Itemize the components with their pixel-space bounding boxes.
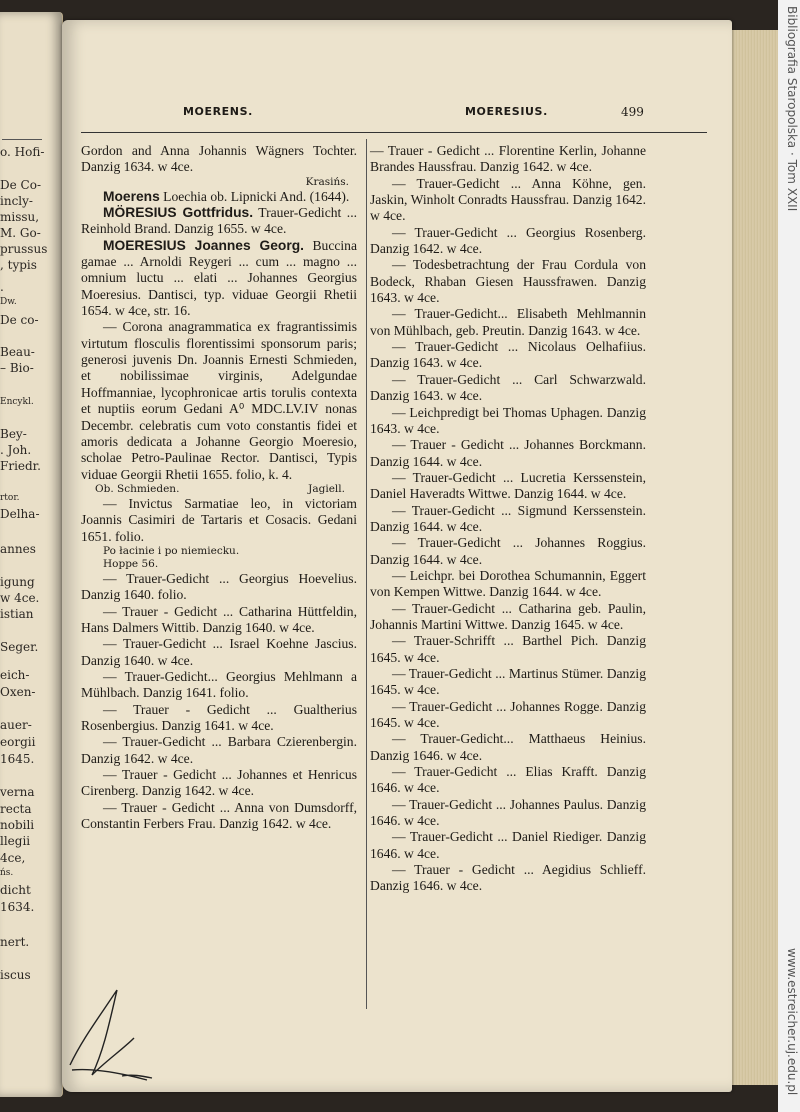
entry-text: — Trauer-Gedicht... Matthaeus Heinius. Danzig 1646. w 4ce.: [370, 731, 646, 763]
book-page-edges: [728, 30, 779, 1085]
previous-page-fragment: rtor.: [0, 493, 20, 503]
previous-page-fragment: ńs.: [0, 868, 14, 878]
bibliographic-note: Hoppe 56.: [103, 557, 159, 570]
header-left: MOERENS.: [183, 105, 253, 118]
entry-text: Buccina gamae ... Arnoldi Reygeri ... cum ... magno ... omnium luctu ... elati ... Johannes Georgius Moeresius. Dantisci, typ. viduae Georgii Rhetii 1654. w 4ce, str. 16.: [81, 237, 357, 319]
entry: [370, 568, 646, 601]
previous-page-fragment: De Co-: [0, 178, 41, 192]
previous-page-edge: [0, 12, 63, 1097]
entry-text: — Trauer-Gedicht ... Carl Schwarzwald. Danzig 1643. w 4ce.: [370, 371, 646, 404]
entry: [370, 862, 646, 895]
previous-page-fragment: recta: [0, 802, 32, 816]
previous-page-fragment: Bey-: [0, 427, 27, 441]
entry-text: Trauer-Gedicht ... Reinhold Brand. Danzig 1655. w 4ce.: [81, 205, 357, 237]
entry: [81, 496, 357, 545]
entry-text: — Trauer-Gedicht ... Georgius Hoevelius. Danzig 1640. folio.: [81, 570, 357, 603]
entry: [370, 797, 646, 830]
previous-page-fragment: Beau-: [0, 345, 35, 359]
bibliographic-note: Po łacinie i po niemiecku.: [103, 544, 240, 557]
previous-page-fragment: incly-: [0, 194, 33, 208]
entry: [370, 372, 646, 405]
entry: [370, 666, 646, 699]
entry-text: — Trauer-Gedicht ... Barbara Czierenbergin. Danzig 1642. w 4ce.: [81, 734, 357, 766]
column-divider: [366, 139, 367, 1009]
entry-text: — Trauer-Gedicht ... Martinus Stümer. Danzig 1645. w 4ce.: [370, 666, 646, 698]
previous-page-fragment: .: [0, 280, 4, 294]
entry: [370, 405, 646, 438]
entry-text: — Trauer-Gedicht ... Johannes Roggius. Danzig 1644. w 4ce.: [370, 535, 646, 567]
bibliographic-note: Krasińs.: [305, 175, 349, 188]
previous-page-fragment: . Joh.: [0, 443, 32, 457]
entry: [81, 636, 357, 669]
previous-page-fragment: nobili: [0, 818, 35, 832]
previous-page-fragment: 4ce,: [0, 851, 26, 865]
previous-page-fragment: Oxen-: [0, 685, 36, 699]
previous-page-fragment: verna: [0, 785, 35, 799]
previous-page-fragment: , typis: [0, 258, 37, 272]
header-center: MOERESIUS.: [465, 105, 548, 118]
entry: [81, 571, 357, 604]
entry-text: — Corona anagrammatica ex fragrantissimis virtutum flosculis florentissimi sponsorum paris; generosi juvenis Dn. Joannis Ernesti Schmieden, et nobilissimae virginis, Adelgundae Hoffmanniae, lycophronicae artis torulis contexta et nuptiis eorum Gedani A⁰ MDC.LV.IV nonas Decembr. celebratis cum voto constantis fidei et amoris dedicata a Johanne Georgio Moeresio, scholae Petro-Paulinae Rector. Dantisci, Typis viduae Georgii Rhetii 1655. folio, k. 4.: [81, 319, 357, 482]
entry: [370, 143, 646, 176]
entry: [370, 470, 646, 503]
entry: [81, 702, 357, 735]
entry-text: — Invictus Sarmatiae leo, in victoriam Joannis Casimiri de Tartaris et Cosacis. Gedani 1651. folio.: [81, 495, 357, 544]
entry: [370, 306, 646, 339]
entry-text: — Trauer-Gedicht ... Catharina geb. Paulin, Johannis Martini Wittwe. Danzig 1645. w 4ce.: [370, 600, 646, 632]
entry-text: — Trauer-Schrifft ... Barthel Pich. Danzig 1645. w 4ce.: [370, 633, 646, 665]
entry: [370, 764, 646, 797]
previous-page-fragment: Friedr.: [0, 459, 41, 473]
entry: [370, 633, 646, 666]
entry-text: Loechia ob. Lipnicki And. (1644).: [163, 188, 350, 204]
previous-page-fragment: w 4ce.: [0, 591, 40, 605]
entry: [370, 829, 646, 862]
sidebar-title: Bibliografia Staropolska · Tom XXII: [785, 6, 799, 212]
entry-text: — Trauer-Gedicht ... Nicolaus Oelhafiius. Danzig 1643. w 4ce.: [370, 339, 646, 371]
entry: [81, 238, 357, 320]
entry-text: — Trauer - Gedicht ... Anna von Dumsdorff, Constantin Ferbers Frau. Danzig 1642. w 4ce.: [81, 799, 357, 832]
previous-page-fragment: Encykl.: [0, 397, 34, 407]
previous-page-fragment: nert.: [0, 935, 30, 949]
previous-page-fragment: igung: [0, 575, 35, 589]
entry-text: — Trauer - Gedicht ... Gualtherius Rosenbergius. Danzig 1641. w 4ce.: [81, 701, 357, 733]
header-rule: [81, 132, 707, 133]
entry: [370, 437, 646, 470]
entry: [370, 339, 646, 372]
entry-text: — Trauer - Gedicht ... Johannes et Henricus Cirenberg. Danzig 1642. w 4ce.: [81, 767, 357, 799]
entry-text: — Trauer-Gedicht ... Anna Köhne, gen. Jaskin, Winholt Conradts Haussfrau. Danzig 1642. w 4ce.: [370, 175, 646, 224]
previous-page-fragment: Dw.: [0, 297, 17, 307]
entry: [81, 189, 357, 205]
running-header: [62, 105, 732, 121]
previous-page-fragment: M. Go-: [0, 226, 41, 240]
entry: [370, 601, 646, 634]
previous-page-fragment: Seger.: [0, 640, 39, 654]
entry-text: — Trauer - Gedicht ... Catharina Hüttfeldin, Hans Dalmers Wittib. Danzig 1640. w 4ce.: [81, 603, 357, 635]
entry: [81, 800, 357, 833]
entry-text: — Leichpr. bei Dorothea Schumannin, Eggert von Kempen Wittwe. Danzig 1644. w 4ce.: [370, 567, 646, 600]
previous-page-fragment: llegii: [0, 834, 31, 848]
page-number: 499: [621, 105, 644, 119]
right-column: [370, 143, 646, 895]
entry: [370, 503, 646, 536]
entry-text: — Trauer-Gedicht ... Johannes Paulus. Danzig 1646. w 4ce.: [370, 796, 646, 829]
entry: [370, 225, 646, 258]
entry: [81, 767, 357, 800]
entry-text: — Trauer-Gedicht ... Elias Krafft. Danzig 1646. w 4ce.: [370, 764, 646, 796]
previous-page-fragment: De co-: [0, 313, 39, 327]
entry-text: — Trauer-Gedicht... Elisabeth Mehlmannin von Mühlbach, geb. Preutin. Danzig 1643. w 4ce.: [370, 306, 646, 338]
book-page: [62, 20, 732, 1092]
previous-page-fragment: eorgii: [0, 735, 36, 749]
entry-text: — Trauer-Gedicht... Georgius Mehlmann a Mühlbach. Danzig 1641. folio.: [81, 668, 357, 701]
previous-page-fragment: iscus: [0, 968, 31, 982]
entry-text: — Trauer-Gedicht ... Daniel Riediger. Danzig 1646. w 4ce.: [370, 829, 646, 861]
previous-page-fragment: istian: [0, 607, 34, 621]
previous-page-fragment: annes: [0, 542, 36, 556]
left-column: [81, 143, 357, 832]
entry-text: — Trauer-Gedicht ... Johannes Rogge. Danzig 1645. w 4ce.: [370, 698, 646, 731]
entry: [370, 699, 646, 732]
entry-text: — Trauer-Gedicht ... Lucretia Kerssenstein, Daniel Haveradts Wittwe. Danzig 1644. w 4ce.: [370, 469, 646, 502]
previous-page-fragment: 1645.: [0, 752, 35, 766]
previous-page-fragment: o. Hofi-: [0, 145, 45, 159]
entry-heading: MOERESIUS Joannes Georg.: [103, 237, 304, 253]
entry-heading: Moerens: [103, 188, 160, 204]
entry: [81, 205, 357, 238]
entry: [370, 257, 646, 306]
previous-page-fragment: Delha-: [0, 507, 40, 521]
previous-page-fragment: dicht: [0, 883, 31, 897]
entry: [81, 734, 357, 767]
note-right: Jagiell.: [308, 482, 345, 495]
entry-text: — Trauer-Gedicht ... Georgius Rosenberg. Danzig 1642. w 4ce.: [370, 224, 646, 257]
bibliographic-note: [81, 483, 357, 496]
previous-page-fragment: prussus: [0, 242, 48, 256]
entry: [81, 143, 357, 176]
entry-text: — Trauer - Gedicht ... Johannes Borckmann. Danzig 1644. w 4ce.: [370, 437, 646, 469]
entry: [370, 535, 646, 568]
entry-text: — Leichpredigt bei Thomas Uphagen. Danzig 1643. w 4ce.: [370, 404, 646, 436]
entry: [81, 669, 357, 702]
entry-heading: MÖRESIUS Gottfridus.: [103, 205, 254, 221]
entry: [370, 731, 646, 764]
entry-text: — Trauer - Gedicht ... Florentine Kerlin, Johanne Brandes Haussfrau. Danzig 1642. w 4ce.: [370, 143, 646, 175]
entry-text: — Trauer - Gedicht ... Aegidius Schlieff. Danzig 1646. w 4ce.: [370, 862, 646, 894]
sidebar-url: www.estreicher.uj.edu.pl: [785, 948, 799, 1096]
entry: [81, 604, 357, 637]
previous-page-fragment: auer-: [0, 718, 32, 732]
previous-page-fragment: missu,: [0, 210, 40, 224]
previous-page-fragment: – Bio-: [0, 361, 34, 375]
note-left: Ob. Schmieden.: [95, 482, 180, 495]
handwritten-signature: [62, 980, 162, 1090]
entry: [370, 176, 646, 225]
previous-page-fragment: eich-: [0, 668, 30, 682]
entry: [81, 319, 357, 482]
entry-text: — Todesbetrachtung der Frau Cordula von Bodeck, Rhaban Giesen Haussfrawen. Danzig 1643. w 4ce.: [370, 257, 646, 306]
entry-text: — Trauer-Gedicht ... Sigmund Kerssenstein. Danzig 1644. w 4ce.: [370, 502, 646, 534]
previous-page-rule: [2, 139, 42, 140]
previous-page-fragment: 1634.: [0, 900, 35, 914]
entry-text: — Trauer-Gedicht ... Israel Koehne Jascius. Danzig 1640. w 4ce.: [81, 636, 357, 668]
entry-text: Gordon and Anna Johannis Wägners Tochter. Danzig 1634. w 4ce.: [81, 143, 357, 175]
